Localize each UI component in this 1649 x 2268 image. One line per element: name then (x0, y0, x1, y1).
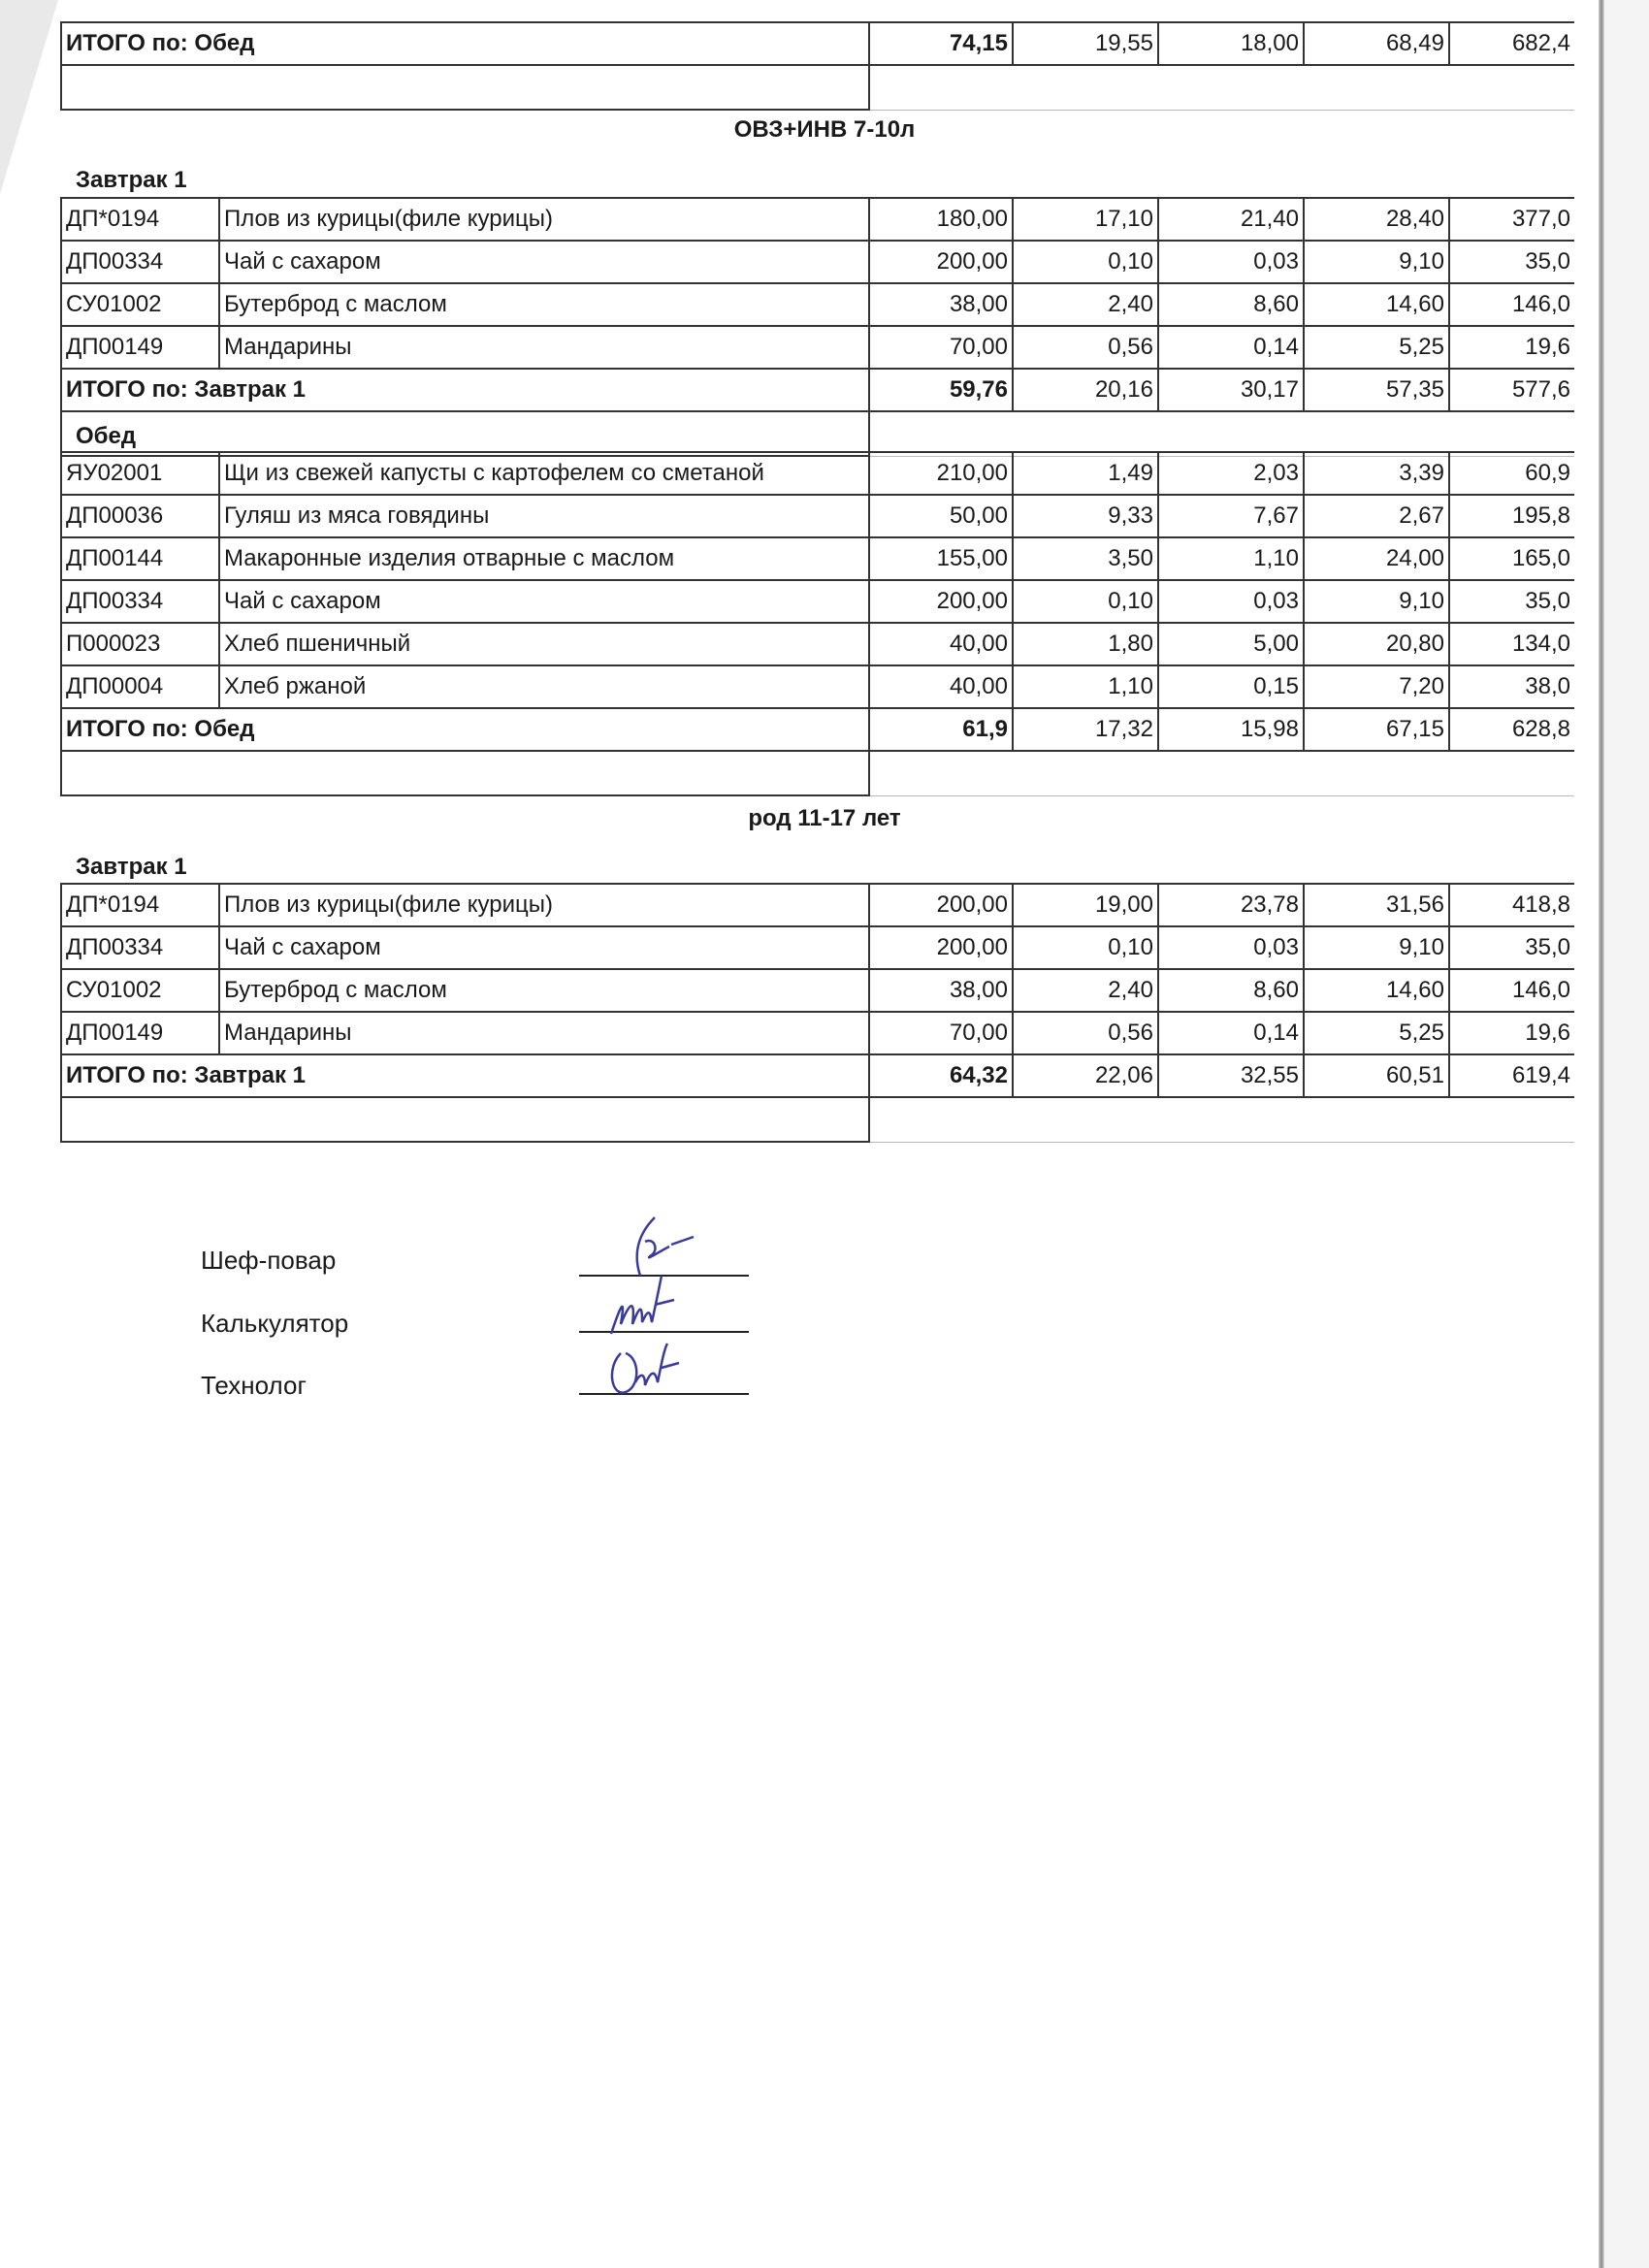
protein-value: 0,56 (1013, 1012, 1158, 1054)
energy-value: 19,6 (1449, 326, 1574, 369)
protein-value: 9,33 (1013, 495, 1158, 537)
fat-value: 21,40 (1158, 198, 1304, 241)
weight-value: 70,00 (869, 326, 1013, 369)
protein-value: 0,56 (1013, 326, 1158, 369)
dish-code: ДП00149 (61, 1012, 219, 1054)
energy-value: 134,0 (1449, 623, 1574, 665)
dish-name: Макаронные изделия отварные с маслом (219, 537, 869, 580)
weight-value: 210,00 (869, 452, 1013, 495)
blank-cell (61, 65, 869, 110)
total-label: ИТОГО по: Обед (61, 708, 869, 751)
dish-name: Бутерброд с маслом (219, 283, 869, 326)
energy-value: 60,9 (1449, 452, 1574, 495)
fat-value: 0,03 (1158, 926, 1304, 969)
energy-value: 35,0 (1449, 241, 1574, 283)
energy-value: 38,0 (1449, 665, 1574, 708)
fat-value: 23,78 (1158, 884, 1304, 926)
fat-value: 0,03 (1158, 241, 1304, 283)
carbs-value: 20,80 (1304, 623, 1449, 665)
dish-name: Щи из свежей капусты с картофелем со сметаной (219, 452, 869, 495)
table-row (61, 665, 1574, 708)
menu-table (60, 21, 1574, 111)
total-label: ИТОГО по: Обед (61, 22, 869, 65)
section-heading: ОВЗ+ИНВ 7-10л (733, 116, 916, 143)
protein-value: 2,40 (1013, 283, 1158, 326)
total-protein: 19,55 (1013, 22, 1158, 65)
carbs-value: 24,00 (1304, 537, 1449, 580)
weight-value: 40,00 (869, 665, 1013, 708)
dish-code: ДП*0194 (61, 884, 219, 926)
section-heading: род 11-17 лет (748, 805, 901, 831)
total-price: 64,32 (869, 1054, 1013, 1097)
total-carbs: 68,49 (1304, 22, 1449, 65)
fat-value: 8,60 (1158, 283, 1304, 326)
fat-value: 0,15 (1158, 665, 1304, 708)
signature-label-calculator: Калькулятор (201, 1309, 349, 1338)
fat-value: 0,14 (1158, 1012, 1304, 1054)
weight-value: 50,00 (869, 495, 1013, 537)
table-row (61, 580, 1574, 623)
protein-value: 2,40 (1013, 969, 1158, 1012)
table-row (61, 926, 1574, 969)
carbs-value: 5,25 (1304, 1012, 1449, 1054)
blank-cell (61, 411, 869, 456)
dish-name: Чай с сахаром (219, 241, 869, 283)
carbs-value: 9,10 (1304, 926, 1449, 969)
energy-value: 35,0 (1449, 580, 1574, 623)
table-row (61, 198, 1574, 241)
carbs-value: 9,10 (1304, 580, 1449, 623)
fat-value: 5,00 (1158, 623, 1304, 665)
blank-cell (61, 751, 869, 795)
carbs-value: 3,39 (1304, 452, 1449, 495)
dish-name: Мандарины (219, 326, 869, 369)
meal-title: Обед (76, 423, 137, 449)
total-fat: 30,17 (1158, 369, 1304, 411)
meal-title: Завтрак 1 (76, 167, 187, 193)
scan-margin (1604, 0, 1649, 2268)
weight-value: 200,00 (869, 241, 1013, 283)
dish-name: Гуляш из мяса говядины (219, 495, 869, 537)
energy-value: 19,6 (1449, 1012, 1574, 1054)
blank-row (61, 65, 1574, 110)
total-label: ИТОГО по: Завтрак 1 (61, 1054, 869, 1097)
total-energy: 577,6 (1449, 369, 1574, 411)
total-price: 61,9 (869, 708, 1013, 751)
total-protein: 17,32 (1013, 708, 1158, 751)
carbs-value: 5,25 (1304, 326, 1449, 369)
table-row (61, 537, 1574, 580)
fat-value: 2,03 (1158, 452, 1304, 495)
weight-value: 155,00 (869, 537, 1013, 580)
dish-name: Бутерброд с маслом (219, 969, 869, 1012)
total-row (61, 708, 1574, 751)
weight-value: 200,00 (869, 926, 1013, 969)
dish-code: ДП00144 (61, 537, 219, 580)
weight-value: 200,00 (869, 884, 1013, 926)
table-row (61, 452, 1574, 495)
protein-value: 0,10 (1013, 580, 1158, 623)
dish-code: СУ01002 (61, 969, 219, 1012)
dish-name: Чай с сахаром (219, 580, 869, 623)
total-energy: 628,8 (1449, 708, 1574, 751)
dish-code: ДП00149 (61, 326, 219, 369)
dish-code: ДП00004 (61, 665, 219, 708)
table-row (61, 326, 1574, 369)
blank-cell (61, 1097, 869, 1142)
blank-cell-empty (869, 411, 1574, 456)
weight-value: 40,00 (869, 623, 1013, 665)
table-row (61, 495, 1574, 537)
carbs-value: 14,60 (1304, 969, 1449, 1012)
protein-value: 0,10 (1013, 926, 1158, 969)
table-row (61, 623, 1574, 665)
signature-technologist (601, 1329, 718, 1407)
blank-cell-empty (869, 751, 1574, 795)
total-fat: 32,55 (1158, 1054, 1304, 1097)
carbs-value: 7,20 (1304, 665, 1449, 708)
carbs-value: 9,10 (1304, 241, 1449, 283)
dish-code: П000023 (61, 623, 219, 665)
total-price: 74,15 (869, 22, 1013, 65)
energy-value: 146,0 (1449, 283, 1574, 326)
total-protein: 20,16 (1013, 369, 1158, 411)
carbs-value: 2,67 (1304, 495, 1449, 537)
total-carbs: 60,51 (1304, 1054, 1449, 1097)
total-protein: 22,06 (1013, 1054, 1158, 1097)
signature-label-technologist: Технолог (201, 1371, 307, 1400)
dish-name: Хлеб пшеничный (219, 623, 869, 665)
weight-value: 70,00 (869, 1012, 1013, 1054)
protein-value: 17,10 (1013, 198, 1158, 241)
protein-value: 19,00 (1013, 884, 1158, 926)
menu-table (60, 883, 1574, 1143)
total-carbs: 57,35 (1304, 369, 1449, 411)
blank-row (61, 1097, 1574, 1142)
carbs-value: 14,60 (1304, 283, 1449, 326)
energy-value: 418,8 (1449, 884, 1574, 926)
dish-code: ДП*0194 (61, 198, 219, 241)
weight-value: 200,00 (869, 580, 1013, 623)
total-label: ИТОГО по: Завтрак 1 (61, 369, 869, 411)
carbs-value: 28,40 (1304, 198, 1449, 241)
energy-value: 146,0 (1449, 969, 1574, 1012)
energy-value: 195,8 (1449, 495, 1574, 537)
fat-value: 1,10 (1158, 537, 1304, 580)
carbs-value: 31,56 (1304, 884, 1449, 926)
energy-value: 165,0 (1449, 537, 1574, 580)
total-row (61, 1054, 1574, 1097)
table-row (61, 1012, 1574, 1054)
table-row (61, 241, 1574, 283)
fat-value: 8,60 (1158, 969, 1304, 1012)
meal-title: Завтрак 1 (76, 854, 187, 880)
dish-name: Чай с сахаром (219, 926, 869, 969)
dish-name: Хлеб ржаной (219, 665, 869, 708)
protein-value: 1,80 (1013, 623, 1158, 665)
blank-row (61, 751, 1574, 795)
total-row (61, 369, 1574, 411)
total-fat: 18,00 (1158, 22, 1304, 65)
protein-value: 1,10 (1013, 665, 1158, 708)
dish-code: ДП00334 (61, 241, 219, 283)
table-row (61, 884, 1574, 926)
dish-code: СУ01002 (61, 283, 219, 326)
fat-value: 0,14 (1158, 326, 1304, 369)
dish-code: ДП00334 (61, 926, 219, 969)
dish-code: ДП00036 (61, 495, 219, 537)
scan-edge (1599, 0, 1604, 2268)
energy-value: 35,0 (1449, 926, 1574, 969)
blank-row (61, 411, 1574, 456)
total-energy: 682,4 (1449, 22, 1574, 65)
dish-name: Мандарины (219, 1012, 869, 1054)
folded-corner (0, 0, 58, 194)
total-row (61, 22, 1574, 65)
dish-name: Плов из курицы(филе курицы) (219, 884, 869, 926)
table-row (61, 283, 1574, 326)
blank-cell-empty (869, 1097, 1574, 1142)
fat-value: 7,67 (1158, 495, 1304, 537)
total-fat: 15,98 (1158, 708, 1304, 751)
fat-value: 0,03 (1158, 580, 1304, 623)
protein-value: 3,50 (1013, 537, 1158, 580)
table-row (61, 969, 1574, 1012)
dish-code: ДП00334 (61, 580, 219, 623)
dish-code: ЯУ02001 (61, 452, 219, 495)
protein-value: 1,49 (1013, 452, 1158, 495)
menu-table (60, 451, 1574, 796)
menu-table (60, 197, 1574, 457)
weight-value: 180,00 (869, 198, 1013, 241)
dish-name: Плов из курицы(филе курицы) (219, 198, 869, 241)
blank-cell-empty (869, 65, 1574, 110)
total-price: 59,76 (869, 369, 1013, 411)
protein-value: 0,10 (1013, 241, 1158, 283)
weight-value: 38,00 (869, 969, 1013, 1012)
total-energy: 619,4 (1449, 1054, 1574, 1097)
energy-value: 377,0 (1449, 198, 1574, 241)
total-carbs: 67,15 (1304, 708, 1449, 751)
signature-label-chef: Шеф-повар (201, 1246, 337, 1275)
weight-value: 38,00 (869, 283, 1013, 326)
